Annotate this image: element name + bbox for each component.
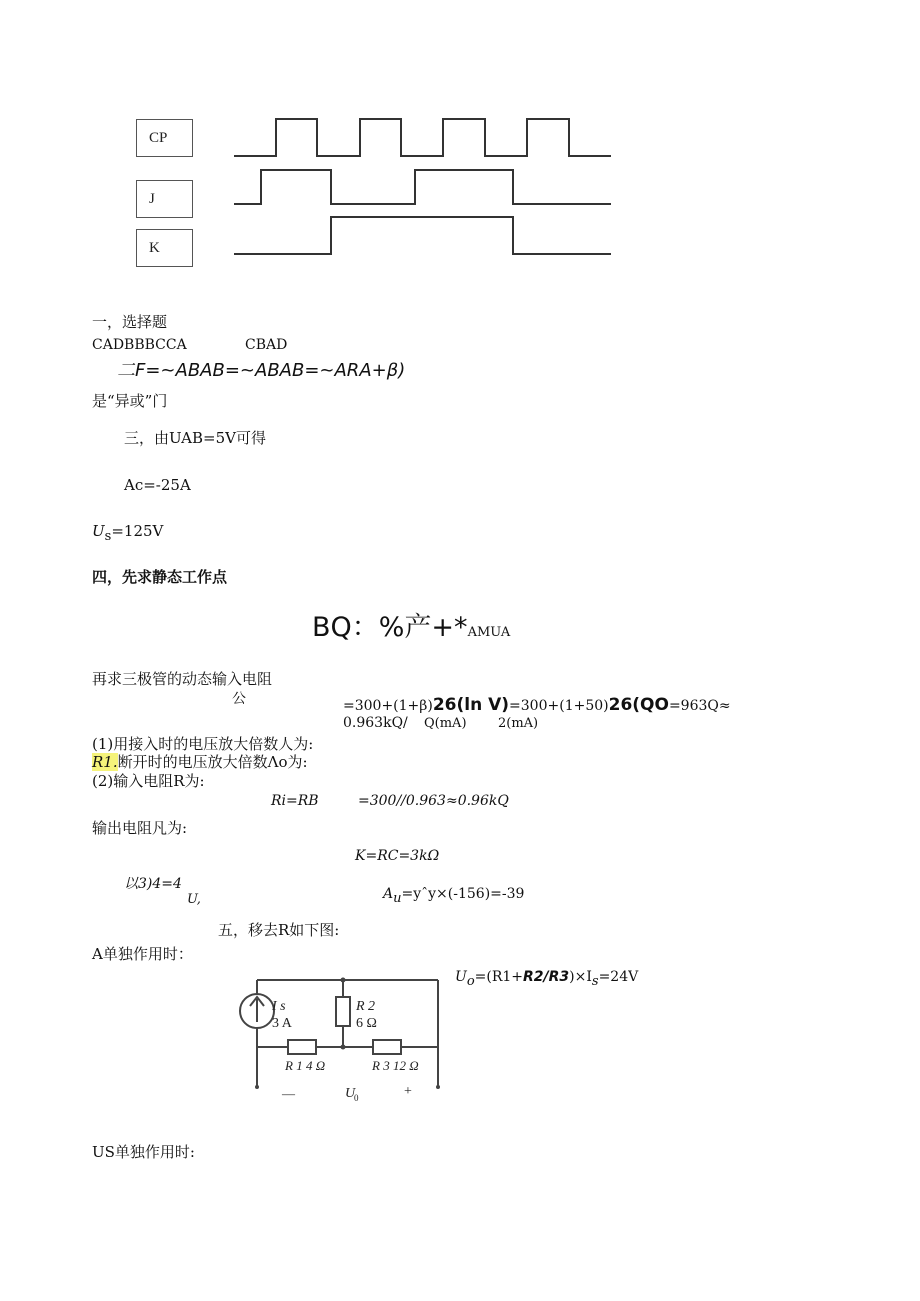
q2-text: (2)输入电阻R为:	[92, 772, 205, 790]
node-dot-bottom	[341, 1045, 346, 1050]
us-value: =125V	[111, 522, 164, 540]
r2-value: 6 Ω	[356, 1016, 377, 1031]
terminal-right-dot	[436, 1085, 440, 1089]
section2-conclusion: 是“异或”门	[92, 392, 168, 410]
rbe-big2: 26(QO	[608, 695, 669, 715]
rbe-eq2: =300+(1+50)	[509, 698, 609, 714]
uo-circuit-label: U	[345, 1086, 356, 1101]
section1-heading: 一，选择题	[92, 313, 168, 331]
uo-circuit-sub: 0	[354, 1093, 359, 1103]
cp-label: CP	[149, 129, 168, 146]
rbe-line2b: Q(mA)	[424, 716, 467, 731]
r2-label: R 2	[356, 999, 376, 1014]
a-alone-heading: A单独作用时：	[92, 945, 193, 963]
rbe-intro: 再求三极管的动态输入电阻	[92, 670, 273, 688]
section2-formula: 二F=~ABAB=~ABAB=~ARA+β)	[117, 360, 406, 381]
uo-part2: R2/R3	[523, 969, 570, 985]
rbe-line2c: 2(mA)	[498, 716, 539, 731]
uo-symbol: U	[455, 969, 467, 985]
rbe-gong: 公	[232, 691, 246, 707]
section3-line2: Ac=-25A	[124, 476, 191, 494]
rbe-big1: 26(ln V)	[432, 695, 510, 715]
au-symbol: A	[383, 886, 394, 902]
au-subscript: u	[393, 890, 402, 906]
ro-intro: 输出电阻凡为:	[92, 819, 188, 837]
ri-lhs: Ri=RB	[271, 793, 319, 809]
rl-text: 断开时的电压放大倍数Λo为:	[117, 753, 308, 771]
k-label: K	[149, 239, 160, 256]
terminal-left-dot	[255, 1085, 259, 1089]
au-value: =yˆy×(-156)=-39	[401, 886, 525, 902]
j-label: J	[149, 190, 155, 207]
r3-label: R 3 12 Ω	[372, 1058, 419, 1073]
r1-label: R 1 4 Ω	[285, 1058, 326, 1073]
section5-heading: 五，移去R如下图:	[218, 921, 340, 939]
us-subscript: s	[104, 529, 112, 544]
section3-line1: 三，由UAB=5V可得	[124, 429, 266, 447]
u34-eq: 以3)4=4	[124, 876, 182, 892]
resistor-r3-icon	[373, 1040, 401, 1054]
is-label: I s	[272, 999, 286, 1014]
rbe-eq1: =300+(1+β)	[343, 698, 433, 714]
us-symbol: U	[92, 522, 105, 540]
ro-eq: K=RC=3kΩ	[355, 848, 440, 864]
rbe-eq3: =963Q≈	[668, 698, 731, 714]
answers-b: CBAD	[245, 337, 288, 353]
is-value: 3 A	[272, 1016, 292, 1031]
resistor-r2-icon	[336, 997, 350, 1026]
rl-label: R1.	[92, 753, 118, 771]
uo-is-subscript: s	[591, 973, 599, 989]
uo-subscript: o	[466, 973, 475, 989]
us-alone-heading: US单独作用时:	[92, 1143, 195, 1161]
terminal-plus-label: +	[404, 1084, 412, 1099]
ri-rhs: =300//0.963≈0.96kQ	[358, 793, 509, 809]
terminal-minus-label: —	[282, 1086, 295, 1101]
section4-heading: 四，先求静态工作点	[92, 568, 228, 586]
rbe-line2a: 0.963kQ/	[343, 715, 408, 731]
ibq-main: BQ：%产+*	[312, 612, 468, 643]
q1-text: (1)用接入时的电压放大倍数人为:	[92, 735, 314, 753]
node-dot-top	[341, 978, 346, 983]
answers-a: CADBBBCCA	[92, 337, 187, 353]
ibq-small: AMUA	[467, 625, 511, 640]
uo-part3: )×I	[569, 969, 592, 985]
u-small: U,	[187, 892, 201, 907]
uo-part1: =(R1+	[474, 969, 524, 985]
uo-result: =24V	[598, 969, 639, 985]
resistor-r1-icon	[288, 1040, 316, 1054]
